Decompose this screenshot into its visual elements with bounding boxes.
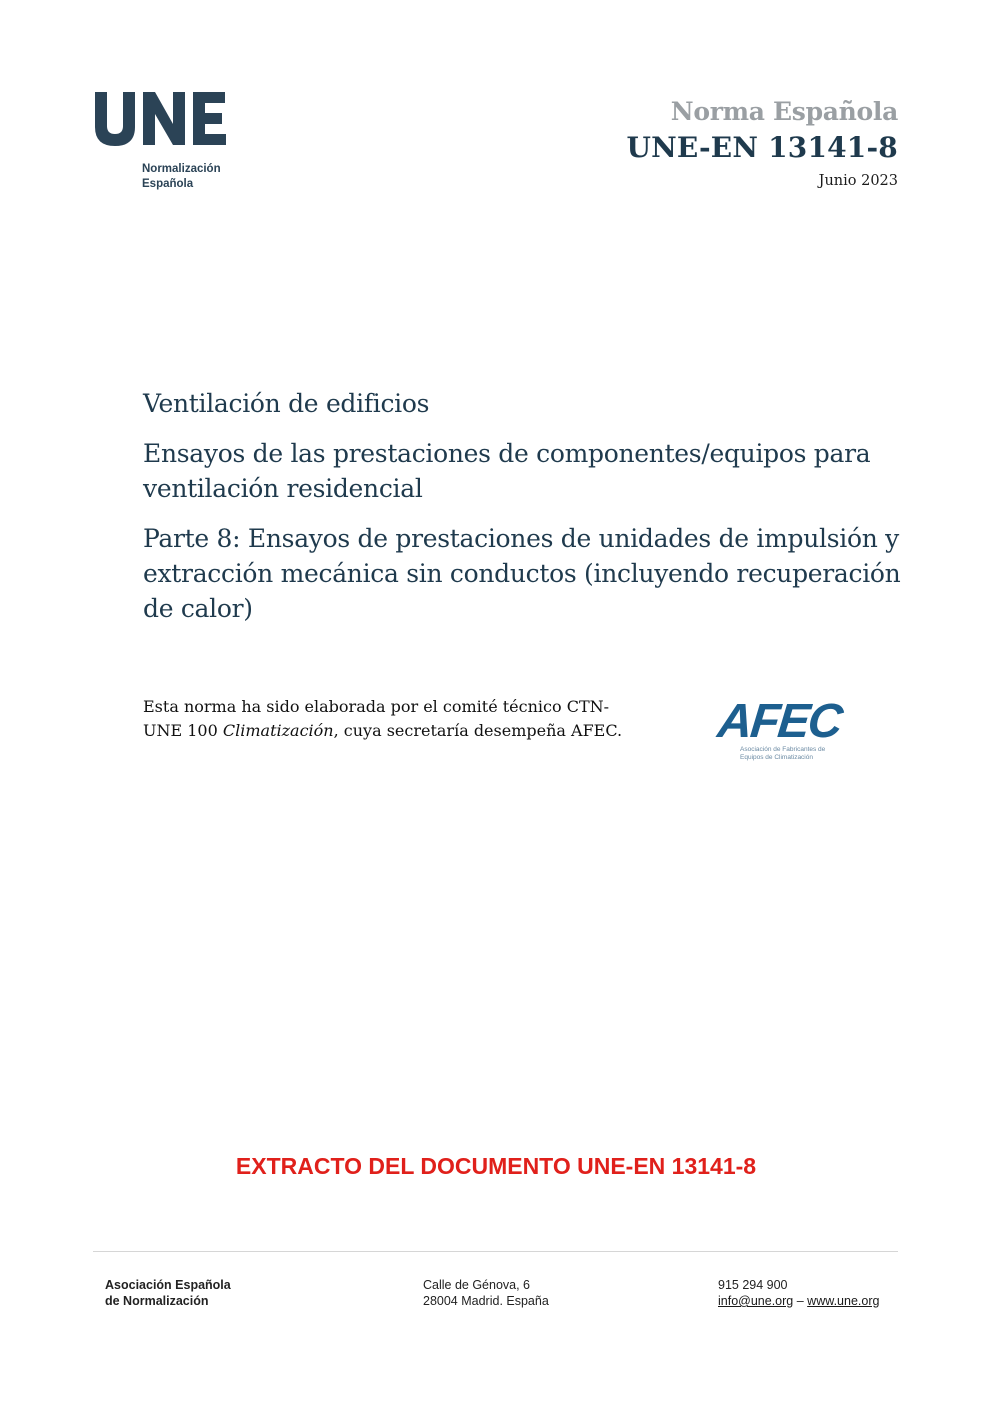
footer-link-separator: – — [796, 1294, 804, 1308]
afec-logo — [715, 695, 863, 768]
footer-links — [718, 1293, 879, 1309]
norma-label: Norma Española — [670, 97, 898, 126]
une-logo-subtitle-line2: Española — [142, 178, 194, 190]
title-sub2: Parte 8: Ensayos de prestaciones de unidades de impulsión y extracción mecánica sin conductos (incluyendo recuperación de calor) — [143, 524, 901, 623]
norma-date: Junio 2023 — [818, 173, 898, 189]
afec-logo-subtitle-line2: Equipos de Climatización — [740, 754, 813, 761]
footer-divider — [93, 1251, 898, 1252]
committee-name: Climatización — [222, 721, 334, 740]
footer-address — [423, 1277, 549, 1309]
footer-org-line2: de Normalización — [105, 1294, 209, 1308]
footer-org-line1: Asociación Española — [105, 1278, 231, 1292]
committee-prefix: Esta norma ha sido elaborada por el comité técnico CTN-UNE 100 — [143, 697, 610, 740]
afec-logo-word: AFEC — [715, 695, 844, 748]
footer-address-line2: 28004 Madrid. España — [423, 1294, 549, 1308]
committee-statement — [143, 695, 643, 743]
standard-header — [627, 96, 899, 191]
une-logo-subtitle-line1: Normalización — [142, 163, 221, 175]
footer-organization — [105, 1277, 231, 1309]
footer-website-link[interactable]: www.une.org — [807, 1294, 880, 1308]
footer-contact — [718, 1277, 879, 1309]
une-logo-mark — [93, 88, 233, 148]
title-main: Ventilación de edificios — [143, 389, 430, 418]
footer-email-link[interactable]: info@une.org — [718, 1294, 794, 1308]
extract-notice: EXTRACTO DEL DOCUMENTO UNE-EN 13141-8 — [235, 1153, 757, 1179]
norma-code: UNE-EN 13141-8 — [626, 131, 898, 164]
document-titles — [143, 386, 903, 641]
footer-phone: 915 294 900 — [718, 1278, 788, 1292]
afec-logo-subtitle-line1: Asociación de Fabricantes de — [740, 746, 826, 753]
footer-address-line1: Calle de Génova, 6 — [423, 1278, 531, 1292]
committee-suffix: , cuya secretaría desempeña AFEC. — [333, 721, 623, 740]
title-sub1: Ensayos de las prestaciones de componentes/equipos para ventilación residencial — [143, 439, 871, 503]
une-logo-subtitle — [142, 162, 221, 192]
